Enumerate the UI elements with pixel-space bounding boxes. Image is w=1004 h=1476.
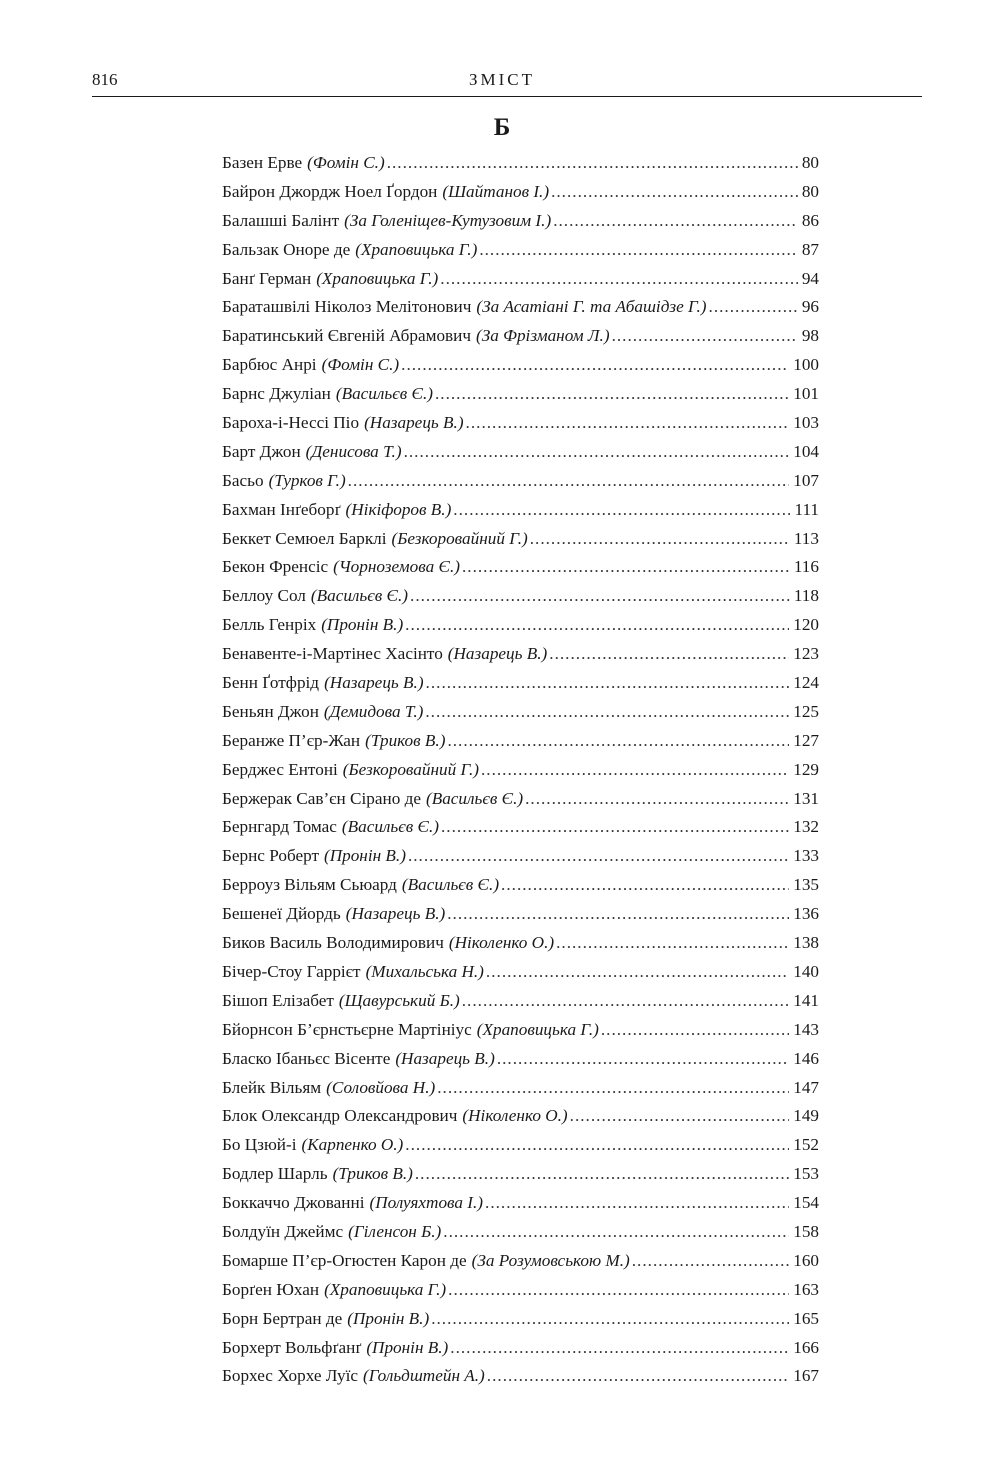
toc-entry	[222, 785, 819, 814]
author-name: Бараташвілі Ніколоз Мелітонович	[222, 297, 472, 317]
dot-leader	[486, 958, 789, 987]
dot-leader	[348, 467, 790, 496]
author-name: Барнс Джуліан	[222, 384, 331, 404]
dot-leader	[549, 640, 789, 669]
article-author: (Триков В.)	[332, 1164, 413, 1184]
article-author: (Фомін С.)	[307, 153, 385, 172]
article-author: (Безкоровайний Г.)	[391, 528, 528, 548]
article-author: (За Голеніщев-Кутузовим І.)	[344, 210, 552, 230]
page-reference: 154	[793, 1193, 819, 1213]
toc-entry	[222, 351, 819, 380]
page-reference: 86	[801, 210, 819, 230]
toc-entry	[222, 236, 819, 265]
toc-entry	[222, 842, 819, 871]
page-reference: 80	[801, 181, 819, 201]
author-name: Бахман Інґеборґ	[222, 499, 341, 519]
page-reference: 166	[793, 1337, 819, 1357]
article-author: (Шайтанов І.)	[442, 181, 550, 201]
toc-entry	[222, 409, 819, 438]
author-name: Бйорнсон Б’єрнстьєрне Мартініус	[222, 1019, 472, 1039]
toc-entry	[222, 640, 819, 669]
toc-entry	[222, 438, 819, 467]
author-name: Блейк Вільям	[222, 1077, 322, 1097]
page-reference: 153	[793, 1164, 819, 1184]
author-name: Бенавенте-і-Мартінес Хасінто	[222, 644, 443, 664]
page-reference: 135	[793, 875, 819, 895]
dot-leader	[435, 380, 789, 409]
toc-entry	[222, 698, 819, 727]
toc-entry	[222, 1189, 819, 1218]
toc-entry	[222, 553, 819, 582]
page-reference: 103	[793, 413, 819, 433]
toc-entry	[222, 1102, 819, 1131]
toc-entry	[222, 322, 819, 351]
page-reference: 120	[793, 615, 819, 635]
article-author: (Храповицька Г.)	[316, 268, 439, 288]
toc-entry	[222, 1218, 819, 1247]
article-author: (За Розумовською М.)	[471, 1250, 630, 1270]
author-name: Блок Олександр Олександрович	[222, 1106, 458, 1126]
author-name: Бернс Роберт	[222, 846, 319, 866]
article-author: (Васильєв Є.)	[341, 817, 439, 837]
article-author: (Гольдштейн А.)	[363, 1366, 485, 1386]
author-name: Биков Василь Володимирович	[222, 933, 444, 953]
author-name: Бо Цзюй-і	[222, 1135, 297, 1155]
author-name: Банґ Герман	[222, 268, 312, 288]
author-name: Бенн Ґотфрід	[222, 673, 320, 693]
author-name: Борн Бертран де	[222, 1308, 343, 1328]
author-name: Болдуїн Джеймс	[222, 1221, 344, 1241]
author-name: Бласко Ібаньєс Вісенте	[222, 1048, 391, 1068]
article-author: (Щавурський Б.)	[338, 990, 460, 1010]
dot-leader	[437, 1074, 789, 1103]
article-author: (Нікіфоров В.)	[345, 499, 452, 519]
toc-entry	[222, 987, 819, 1016]
dot-leader	[551, 178, 798, 207]
table-of-contents	[222, 149, 819, 1391]
page-reference: 127	[793, 730, 819, 750]
article-author: (Васильєв Є.)	[335, 384, 433, 404]
dot-leader	[387, 149, 798, 178]
author-name: Белль Генріх	[222, 615, 317, 635]
toc-entry	[222, 871, 819, 900]
page-reference: 152	[793, 1135, 819, 1155]
page-reference: 132	[793, 817, 819, 837]
page-reference: 165	[793, 1308, 819, 1328]
author-name: Беллоу Сол	[222, 586, 306, 606]
article-author: (Соловйова Н.)	[326, 1077, 436, 1097]
toc-entry	[222, 525, 819, 554]
dot-leader	[709, 293, 798, 322]
author-name: Бекон Френсіс	[222, 557, 329, 577]
page-reference: 101	[793, 384, 819, 404]
dot-leader	[431, 1305, 789, 1334]
author-name: Барбюс Анрі	[222, 355, 317, 375]
page-reference: 136	[793, 904, 819, 924]
toc-entry	[222, 149, 819, 178]
article-author: (Васильєв Є.)	[401, 875, 500, 895]
header-rule	[92, 96, 922, 97]
page-reference: 138	[793, 933, 819, 953]
dot-leader	[440, 265, 798, 294]
dot-leader	[487, 1362, 789, 1391]
page-reference: 158	[793, 1221, 819, 1241]
author-name: Берджес Ентоні	[222, 759, 338, 779]
dot-leader	[485, 1189, 789, 1218]
article-author: (Гіленсон Б.)	[348, 1221, 442, 1241]
page-reference: 100	[793, 355, 819, 375]
article-author: (Назарець В.)	[364, 413, 464, 433]
page-reference: 149	[793, 1106, 819, 1126]
dot-leader	[426, 669, 790, 698]
author-name: Бароха-і-Нессі Піо	[222, 413, 360, 433]
article-author: (Триков В.)	[365, 730, 446, 750]
dot-leader	[447, 900, 789, 929]
author-name: Борхерт Вольфґанґ	[222, 1337, 362, 1357]
dot-leader	[497, 1045, 789, 1074]
page-number: 816	[92, 70, 118, 89]
toc-entry	[222, 1074, 819, 1103]
toc-entry	[222, 1334, 819, 1363]
article-author: (Ніколенко О.)	[448, 933, 555, 953]
dot-leader	[632, 1247, 789, 1276]
author-name: Боккаччо Джованні	[222, 1193, 365, 1213]
page-reference: 141	[793, 990, 819, 1010]
article-author: (Фомін С.)	[321, 355, 400, 375]
toc-entry	[222, 727, 819, 756]
page-reference: 111	[794, 499, 819, 519]
page-reference: 116	[793, 557, 819, 577]
dot-leader	[530, 525, 790, 554]
dot-leader	[479, 236, 798, 265]
page-reference: 107	[793, 470, 819, 490]
article-author: (Чорноземова Є.)	[333, 557, 460, 577]
author-name: Басьо	[222, 470, 264, 490]
page-reference: 125	[793, 701, 819, 721]
dot-leader	[401, 351, 789, 380]
dot-leader	[443, 1218, 789, 1247]
author-name: Баратинський Євгеній Абрамович	[222, 326, 472, 346]
toc-entry	[222, 929, 819, 958]
dot-leader	[601, 1016, 789, 1045]
page-reference: 147	[793, 1077, 819, 1097]
toc-entry	[222, 756, 819, 785]
article-author: (Васильєв Є.)	[310, 586, 409, 606]
page-reference: 118	[793, 586, 819, 606]
dot-leader	[408, 842, 789, 871]
dot-leader	[525, 785, 789, 814]
dot-leader	[441, 813, 789, 842]
author-name: Бічер-Стоу Гаррієт	[222, 961, 361, 981]
article-author: (Карпенко О.)	[301, 1135, 404, 1155]
dot-leader	[462, 987, 789, 1016]
article-author: (Пронін В.)	[347, 1308, 430, 1328]
article-author: (Турков Г.)	[268, 470, 346, 490]
page-reference: 167	[793, 1366, 819, 1386]
page-reference: 113	[793, 528, 819, 548]
toc-entry	[222, 207, 819, 236]
toc-entry	[222, 178, 819, 207]
author-name: Бальзак Оноре де	[222, 239, 351, 259]
article-author: (Храповицька Г.)	[476, 1019, 599, 1039]
author-name: Беккет Семюел Барклі	[222, 528, 387, 548]
article-author: (Демидова Т.)	[323, 701, 424, 721]
dot-leader	[553, 207, 798, 236]
dot-leader	[462, 553, 790, 582]
dot-leader	[450, 1334, 789, 1363]
dot-leader	[447, 727, 789, 756]
toc-entry	[222, 1016, 819, 1045]
page-reference: 163	[793, 1279, 819, 1299]
dot-leader	[570, 1102, 790, 1131]
toc-entry	[222, 1247, 819, 1276]
dot-leader	[410, 582, 790, 611]
page-reference: 96	[801, 297, 819, 317]
article-author: (Пронін В.)	[323, 846, 406, 866]
toc-entry	[222, 265, 819, 294]
article-author: (Михальська Н.)	[365, 961, 484, 981]
toc-entry	[222, 900, 819, 929]
toc-entry	[222, 1362, 819, 1391]
author-name: Бомарше П’єр-Огюстен Карон де	[222, 1250, 467, 1270]
dot-leader	[415, 1160, 789, 1189]
page-reference: 131	[793, 788, 819, 808]
toc-entry	[222, 611, 819, 640]
toc-entry	[222, 1305, 819, 1334]
article-author: (Пронін В.)	[366, 1337, 449, 1357]
page-reference: 98	[801, 326, 819, 346]
article-author: (Назарець В.)	[447, 644, 548, 664]
page-reference: 94	[801, 268, 819, 288]
author-name: Байрон Джордж Ноел Ґордон	[222, 181, 438, 201]
dot-leader	[453, 496, 790, 525]
page-reference: 133	[793, 846, 819, 866]
running-title: ЗМІСТ	[468, 70, 536, 89]
dot-leader	[425, 698, 789, 727]
article-author: (За Фрізманом Л.)	[476, 326, 610, 346]
toc-entry	[222, 958, 819, 987]
dot-leader	[404, 438, 790, 467]
page-reference: 104	[793, 441, 819, 461]
author-name: Бодлер Шарль	[222, 1164, 328, 1184]
page-reference: 160	[793, 1250, 819, 1270]
dot-leader	[481, 756, 789, 785]
toc-entry	[222, 1160, 819, 1189]
author-name: Беньян Джон	[222, 701, 319, 721]
page-reference: 87	[801, 239, 819, 259]
article-author: (Назарець В.)	[324, 673, 424, 693]
page-reference: 143	[793, 1019, 819, 1039]
toc-entry	[222, 496, 819, 525]
article-author: (Денисова Т.)	[305, 441, 402, 461]
dot-leader	[448, 1276, 789, 1305]
article-author: (Храповицька Г.)	[355, 239, 478, 259]
toc-entry	[222, 1131, 819, 1160]
toc-entry	[222, 669, 819, 698]
article-author: (Васильєв Є.)	[425, 788, 524, 808]
article-author: (Ніколенко О.)	[462, 1106, 568, 1126]
author-name: Бержерак Сав’єн Сірано де	[222, 788, 421, 808]
author-name: Берроуз Вільям Сьюард	[222, 875, 397, 895]
toc-entry	[222, 1045, 819, 1074]
page-reference: 146	[793, 1048, 819, 1068]
section-letter: Б	[493, 114, 511, 141]
author-name: Беранже П’єр-Жан	[222, 730, 361, 750]
author-name: Бішоп Елізабет	[222, 990, 334, 1010]
toc-entry	[222, 813, 819, 842]
toc-entry	[222, 380, 819, 409]
author-name: Барт Джон	[222, 441, 301, 461]
author-name: Борґен Юхан	[222, 1279, 320, 1299]
article-author: (За Асатіані Г. та Абашідзе Г.)	[476, 297, 707, 317]
author-name: Бернгард Томас	[222, 817, 337, 837]
author-name: Борхес Хорхе Луїс	[222, 1366, 359, 1386]
page-reference: 80	[801, 153, 819, 172]
dot-leader	[556, 929, 789, 958]
toc-entry	[222, 1276, 819, 1305]
article-author: (Назарець В.)	[345, 904, 446, 924]
article-author: (Назарець В.)	[395, 1048, 495, 1068]
author-name: Базен Ерве	[222, 153, 303, 172]
dot-leader	[466, 409, 790, 438]
toc-entry	[222, 467, 819, 496]
toc-entry	[222, 582, 819, 611]
author-name: Балашші Балінт	[222, 210, 340, 230]
page-reference: 124	[793, 673, 819, 693]
dot-leader	[405, 611, 789, 640]
page-reference: 123	[793, 644, 819, 664]
page-reference: 140	[793, 961, 819, 981]
article-author: (Полуяхтова І.)	[369, 1193, 484, 1213]
article-author: (Храповицька Г.)	[324, 1279, 447, 1299]
article-author: (Безкоровайний Г.)	[342, 759, 479, 779]
toc-entry	[222, 293, 819, 322]
dot-leader	[405, 1131, 789, 1160]
dot-leader	[501, 871, 789, 900]
page-reference: 129	[793, 759, 819, 779]
author-name: Бешенеї Дйордь	[222, 904, 341, 924]
article-author: (Пронін В.)	[321, 615, 404, 635]
dot-leader	[612, 322, 798, 351]
